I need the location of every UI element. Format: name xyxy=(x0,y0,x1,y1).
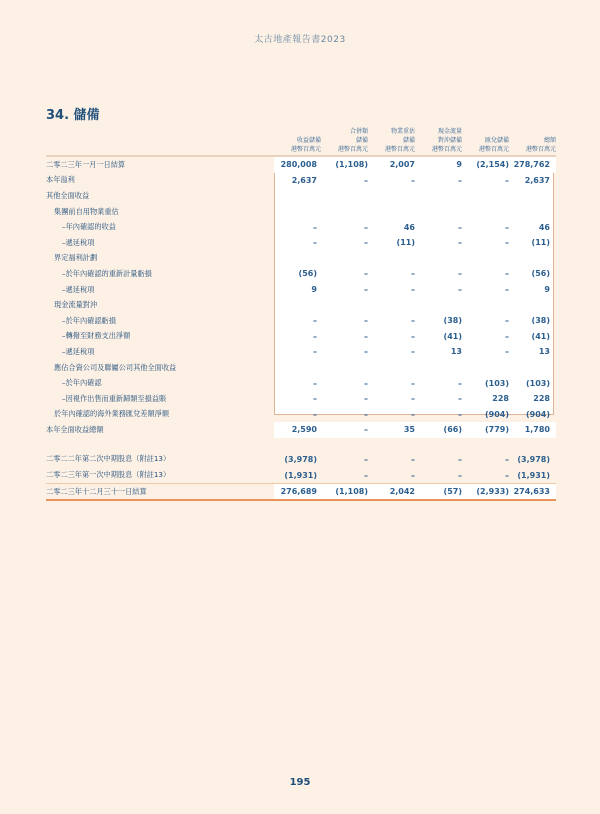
column-header-line: 物業重估 xyxy=(390,128,415,135)
table-row xyxy=(46,282,556,298)
cell: (2,154) xyxy=(476,160,509,170)
column-header-line: 港幣百萬元 xyxy=(290,146,321,153)
row-label: –於年內確認虧損 xyxy=(62,315,116,325)
cell: – xyxy=(313,222,317,232)
cell: – xyxy=(313,409,317,419)
table-row xyxy=(46,266,556,282)
row-label: –遞延稅項 xyxy=(62,237,95,247)
row-label: 本年溢利 xyxy=(46,175,75,185)
row-values xyxy=(274,452,556,468)
row-values xyxy=(274,375,556,391)
cell: – xyxy=(364,425,368,435)
row-values xyxy=(274,219,556,235)
column-header-line: 儲備 xyxy=(402,137,415,144)
cell: 2,007 xyxy=(389,160,415,170)
table-row xyxy=(46,219,556,235)
cell: – xyxy=(458,394,462,404)
row-label: –年內確認的收益 xyxy=(62,222,116,232)
cell: – xyxy=(364,331,368,341)
column-headers xyxy=(274,127,556,154)
cell: – xyxy=(458,222,462,232)
row-label: 於年內確認的海外業務匯兌差額淨額 xyxy=(54,409,170,419)
column-header-merger-reserve xyxy=(321,127,368,154)
table-row-dividend xyxy=(46,467,556,483)
cell: 13 xyxy=(450,347,462,357)
cell: (11) xyxy=(531,238,550,248)
row-values xyxy=(274,407,556,423)
column-header-line: 港幣百萬元 xyxy=(384,146,415,153)
cell: (56) xyxy=(298,269,317,279)
cell: – xyxy=(364,222,368,232)
table-row xyxy=(46,360,556,376)
table-row-total-comprehensive-income xyxy=(46,422,556,438)
cell: – xyxy=(505,454,509,464)
table-row xyxy=(46,173,556,189)
row-label: 二零二三年一月一日結算 xyxy=(46,159,126,169)
cell: – xyxy=(364,175,368,185)
table-row xyxy=(46,313,556,329)
cell: 280,008 xyxy=(280,160,317,170)
column-header-total xyxy=(509,127,556,154)
row-label: 二零二二年第二次中期股息（附註13） xyxy=(46,454,171,464)
column-header-line: 港幣百萬元 xyxy=(478,146,509,153)
cell: (3,978) xyxy=(517,454,550,464)
cell: – xyxy=(458,378,462,388)
cell: – xyxy=(313,331,317,341)
cell: – xyxy=(505,347,509,357)
cell: – xyxy=(364,454,368,464)
row-label: 本年全面收益總額 xyxy=(46,424,104,434)
page-number: 195 xyxy=(289,777,311,788)
cell: 9 xyxy=(311,285,317,295)
cell: – xyxy=(364,409,368,419)
row-label: 其他全面收益 xyxy=(46,190,90,200)
row-label: 現金流量對沖 xyxy=(54,300,98,310)
cell: 46 xyxy=(538,222,550,232)
cell: – xyxy=(505,285,509,295)
cell: – xyxy=(364,470,368,480)
row-values xyxy=(274,344,556,360)
cell: 2,042 xyxy=(389,487,415,497)
cell: – xyxy=(411,175,415,185)
cell: 278,762 xyxy=(513,160,550,170)
cell: (103) xyxy=(525,378,550,388)
table-row xyxy=(46,391,556,407)
row-label: 界定福利計劃 xyxy=(54,253,98,263)
table-row-dividend xyxy=(46,452,556,468)
cell: 2,590 xyxy=(291,425,317,435)
column-header-line: 儲備 xyxy=(355,137,368,144)
cell: – xyxy=(313,394,317,404)
cell: 9 xyxy=(456,160,462,170)
cell: – xyxy=(364,378,368,388)
cell: – xyxy=(364,347,368,357)
cell: (66) xyxy=(443,425,462,435)
cell: (11) xyxy=(396,238,415,248)
cell: (41) xyxy=(531,331,550,341)
row-label: –於年內確認 xyxy=(62,378,102,388)
column-header-cash-flow-hedge-reserve xyxy=(415,127,462,154)
column-header-line: 收益儲備 xyxy=(296,137,321,144)
cell: – xyxy=(364,285,368,295)
cell: 35 xyxy=(403,425,415,435)
row-values xyxy=(274,391,556,407)
row-label: –遞延稅項 xyxy=(62,346,95,356)
cell: (904) xyxy=(484,409,509,419)
cell: – xyxy=(364,238,368,248)
cell: – xyxy=(313,347,317,357)
row-values xyxy=(274,329,556,345)
table-row xyxy=(46,188,556,204)
cell: – xyxy=(411,269,415,279)
table-row xyxy=(46,375,556,391)
cell: – xyxy=(458,470,462,480)
cell: – xyxy=(411,331,415,341)
cell: – xyxy=(313,378,317,388)
row-label: –因視作出售而重新歸類至損益賬 xyxy=(62,393,167,403)
cell: 276,689 xyxy=(280,487,317,497)
table-row xyxy=(46,344,556,360)
column-header-revenue-reserve xyxy=(274,127,321,154)
cell: – xyxy=(364,394,368,404)
column-header-line: 現金流量 xyxy=(437,128,462,135)
row-values xyxy=(274,484,556,500)
cell: – xyxy=(505,470,509,480)
column-header-line: 匯兌儲備 xyxy=(484,137,509,144)
cell: – xyxy=(364,269,368,279)
row-label: –於年內確認的重新計量虧損 xyxy=(62,268,152,278)
cell: 228 xyxy=(492,394,509,404)
row-label: 應佔合資公司及聯屬公司其他全面收益 xyxy=(54,362,177,372)
table-row xyxy=(46,407,556,423)
cell: – xyxy=(411,454,415,464)
row-label: 二零二三年十二月三十一日結算 xyxy=(46,486,147,496)
running-header: 太古地產報告書2023 xyxy=(254,35,346,45)
row-values xyxy=(274,422,556,438)
cell: – xyxy=(458,285,462,295)
cell: – xyxy=(411,285,415,295)
table-row-closing-balance xyxy=(46,483,556,502)
table-row xyxy=(46,329,556,345)
reserves-table xyxy=(46,157,556,501)
column-header-line: 港幣百萬元 xyxy=(337,146,368,153)
cell: (38) xyxy=(443,316,462,326)
table-row xyxy=(46,297,556,313)
cell: (779) xyxy=(484,425,509,435)
row-spacer xyxy=(46,438,556,452)
cell: – xyxy=(364,316,368,326)
cell: – xyxy=(458,454,462,464)
row-values xyxy=(274,235,556,251)
cell: – xyxy=(505,269,509,279)
cell: – xyxy=(411,347,415,357)
cell: (56) xyxy=(531,269,550,279)
cell: (1,108) xyxy=(335,160,368,170)
row-label: –遞延稅項 xyxy=(62,284,95,294)
cell: (1,931) xyxy=(284,470,317,480)
cell: – xyxy=(458,238,462,248)
cell: 13 xyxy=(538,347,550,357)
cell: – xyxy=(505,316,509,326)
row-label: 二零二三年第一次中期股息（附註13） xyxy=(46,470,171,480)
table-row xyxy=(46,251,556,267)
cell: – xyxy=(505,175,509,185)
cell: – xyxy=(458,409,462,419)
cell: – xyxy=(411,394,415,404)
cell: 9 xyxy=(544,285,550,295)
cell: (1,108) xyxy=(335,487,368,497)
cell: – xyxy=(505,331,509,341)
table-row xyxy=(46,204,556,220)
row-label: –轉撥至財務支出淨額 xyxy=(62,331,131,341)
column-header-line: 合併類 xyxy=(349,128,368,135)
column-header-line: 對沖儲備 xyxy=(437,137,462,144)
row-values xyxy=(274,282,556,298)
cell: (2,933) xyxy=(476,487,509,497)
cell: 274,633 xyxy=(513,487,550,497)
cell: (3,978) xyxy=(284,454,317,464)
cell: – xyxy=(411,470,415,480)
cell: – xyxy=(458,175,462,185)
table-row-opening-balance xyxy=(46,157,556,173)
cell: – xyxy=(313,238,317,248)
column-header-line: 總額 xyxy=(543,137,556,144)
cell: – xyxy=(411,409,415,419)
row-values xyxy=(274,266,556,282)
column-header-translation-reserve xyxy=(462,127,509,154)
row-label: 集團前自用物業重估 xyxy=(54,206,119,216)
cell: – xyxy=(505,238,509,248)
cell: – xyxy=(411,378,415,388)
cell: (38) xyxy=(531,316,550,326)
cell: – xyxy=(505,222,509,232)
cell: – xyxy=(458,269,462,279)
cell: 46 xyxy=(403,222,415,232)
cell: (41) xyxy=(443,331,462,341)
cell: (57) xyxy=(443,487,462,497)
cell: – xyxy=(313,316,317,326)
section-title: 34. 儲備 xyxy=(46,108,100,123)
cell: 228 xyxy=(533,394,550,404)
cell: 2,637 xyxy=(524,175,550,185)
cell: (904) xyxy=(525,409,550,419)
cell: 2,637 xyxy=(291,175,317,185)
row-values xyxy=(274,467,556,483)
row-values xyxy=(274,157,556,173)
cell: – xyxy=(411,316,415,326)
column-header-line: 港幣百萬元 xyxy=(525,146,556,153)
cell: 1,780 xyxy=(524,425,550,435)
cell: (1,931) xyxy=(517,470,550,480)
row-values xyxy=(274,173,556,189)
table-row xyxy=(46,235,556,251)
row-values xyxy=(274,313,556,329)
cell: (103) xyxy=(484,378,509,388)
column-header-property-revaluation-reserve xyxy=(368,127,415,154)
column-header-line: 港幣百萬元 xyxy=(431,146,462,153)
